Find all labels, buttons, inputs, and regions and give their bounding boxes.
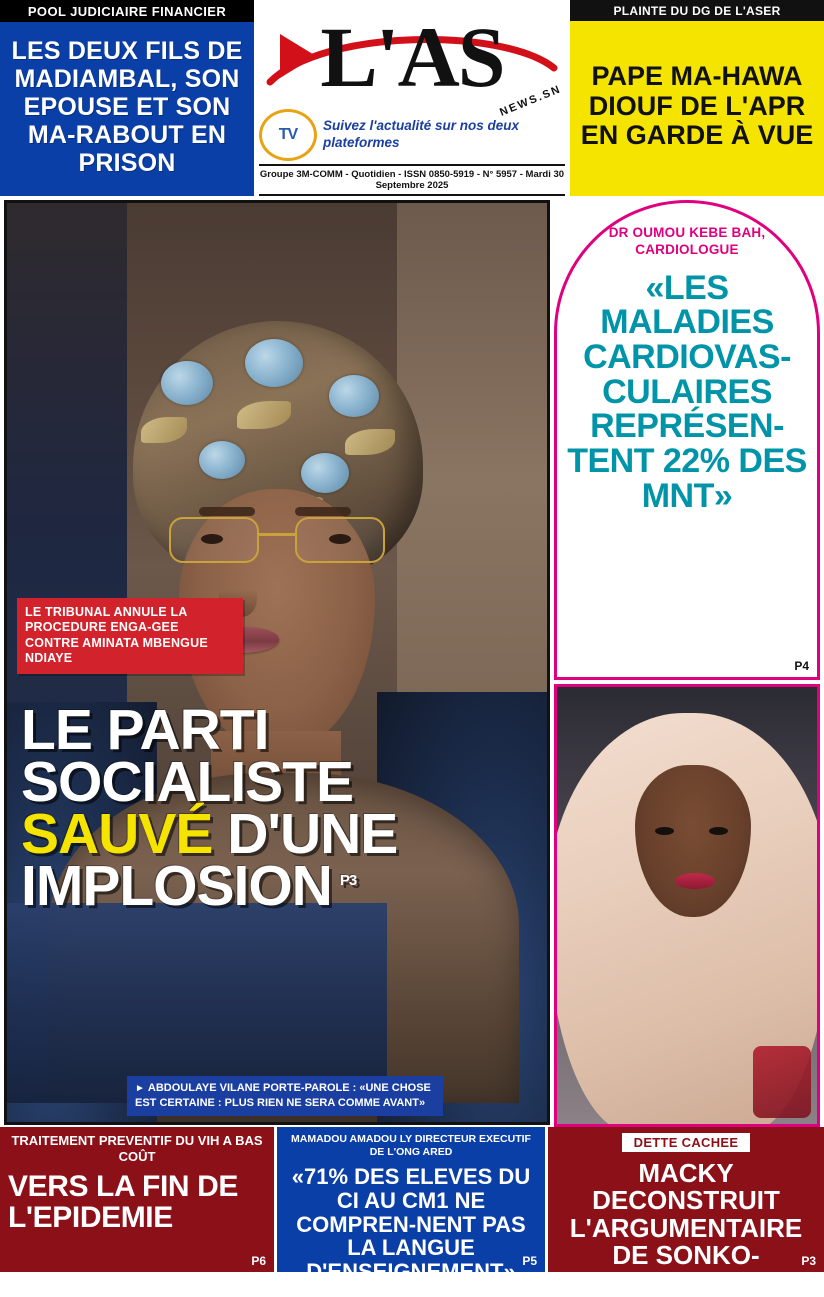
website-label: NEWS.SN bbox=[497, 83, 563, 120]
lead-headline-line-4 bbox=[21, 854, 533, 919]
lead-page-ref: P3 bbox=[339, 872, 357, 890]
masthead-red-triangle-icon bbox=[280, 34, 316, 78]
masthead-tagline: Suivez l'actualité sur nos deux plateformes bbox=[323, 117, 520, 150]
masthead-title: L'AS bbox=[320, 8, 504, 105]
quote-portrait-photo bbox=[554, 684, 820, 1127]
bottom-right-page-ref: P3 bbox=[801, 1254, 816, 1268]
lead-footer-text: ABDOULAYE VILANE PORTE-PAROLE : «UNE CHOSE EST CERTAINE : PLUS RIEN NE SERA COMME AVANT» bbox=[135, 1082, 431, 1109]
tv-logo-text: TV bbox=[278, 125, 298, 143]
bottom-left-story[interactable] bbox=[0, 1127, 274, 1272]
quote-text: «LES MALADIES CARDIOVAS-CULAIRES REPRÉSEN-TENT 22% DES MNT» bbox=[567, 268, 807, 515]
lead-headline-line-1: LE PARTI bbox=[21, 698, 269, 762]
masthead-block bbox=[254, 0, 570, 196]
top-right-headline: PAPE MA-HAWA DIOUF DE L'APR EN GARDE À VUE bbox=[580, 60, 814, 151]
bottom-left-page-ref: P6 bbox=[251, 1254, 266, 1268]
lead-headline-highlight: SAUVÉ bbox=[21, 802, 213, 867]
quote-card[interactable] bbox=[554, 200, 820, 680]
lead-headline bbox=[21, 698, 533, 919]
top-right-story[interactable] bbox=[570, 0, 824, 196]
lead-headline-line-2: SOCIALISTE bbox=[21, 750, 354, 815]
lead-headline-line-3-rest: D'UNE bbox=[212, 802, 398, 867]
bottom-left-kicker: TRAITEMENT PREVENTIF DU VIH A BAS COÛT bbox=[11, 1133, 263, 1164]
bottom-teaser-row bbox=[0, 1127, 824, 1297]
top-right-kicker: PLAINTE DU DG DE L'ASER bbox=[570, 0, 824, 21]
masthead-subrow bbox=[259, 83, 565, 162]
right-column bbox=[554, 200, 820, 1127]
top-left-kicker: POOL JUDICIAIRE FINANCIER bbox=[0, 0, 254, 22]
bottom-left-headline: VERS LA FIN DE L'EPIDEMIE bbox=[8, 1170, 238, 1234]
bottom-middle-story[interactable] bbox=[274, 1127, 548, 1285]
bottom-middle-headline: «71% DES ELEVES DU CI AU CM1 NE COMPREN-NENT PAS LA LANGUE D'ENSEIGNEMENT» bbox=[291, 1164, 531, 1285]
quote-page-ref: P4 bbox=[794, 659, 809, 673]
lead-story[interactable] bbox=[4, 200, 550, 1125]
eyeglasses bbox=[163, 517, 391, 561]
lead-headline-line-4-text: IMPLOSION bbox=[21, 854, 332, 919]
lead-footer-note bbox=[127, 1076, 443, 1116]
top-left-story[interactable] bbox=[0, 0, 254, 196]
bottom-middle-kicker: MAMADOU AMADOU LY DIRECTEUR EXECUTIF DE L'ONG ARED bbox=[291, 1133, 531, 1158]
imprint-line: Groupe 3M-COMM - Quotidien - ISSN 0850-5919 - N° 5957 - Mardi 30 Septembre 2025 bbox=[259, 164, 565, 196]
bottom-middle-page-ref: P5 bbox=[522, 1254, 537, 1268]
bottom-right-badge: DETTE CACHEE bbox=[622, 1133, 751, 1152]
quote-author-line-1: DR OUMOU KEBE BAH, bbox=[608, 225, 766, 240]
quote-author-line-2: CARDIOLOGUE bbox=[635, 241, 739, 257]
top-banner-row bbox=[0, 0, 824, 196]
top-left-headline: LES DEUX FILS DE MADIAMBAL, SON EPOUSE ET SON MA-RABOUT EN PRISON bbox=[11, 37, 243, 177]
lead-red-caption: LE TRIBUNAL ANNULE LA PROCEDURE ENGA-GEE CONTRE AMINATA MBENGUE NDIAYE bbox=[17, 598, 243, 674]
bottom-right-story[interactable] bbox=[548, 1127, 824, 1297]
main-content-row bbox=[0, 196, 824, 1127]
masthead bbox=[254, 0, 570, 113]
tv-logo-icon bbox=[259, 109, 317, 161]
triangle-bullet-icon: ► bbox=[135, 1083, 145, 1095]
lead-headline-line-3 bbox=[21, 802, 533, 867]
bottom-right-headline: MACKY DECONSTRUIT L'ARGUMENTAIRE DE SONKO-DIOMAYE bbox=[569, 1158, 803, 1297]
